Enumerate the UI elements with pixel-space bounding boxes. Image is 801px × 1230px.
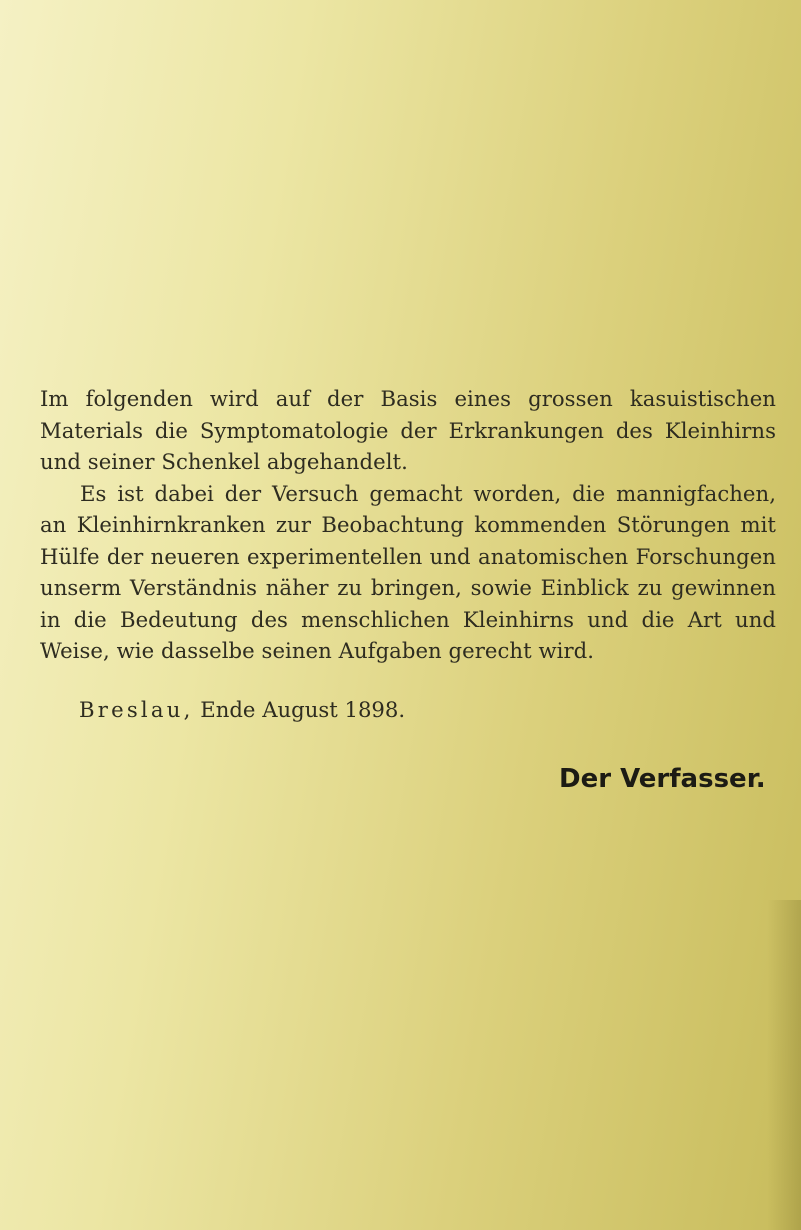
- paragraph-1: Im folgenden wird auf der Basis eines grossen kasuistischen Materials die Symptomatologie der Erkrankungen des Kleinhirns und seiner Schenkel abgehandelt.: [40, 386, 776, 474]
- paragraph-2: Es ist dabei der Versuch gemacht worden, die mannigfachen, an Kleinhirnkranken zur Beobachtung kommenden Störungen mit Hülfe der neueren experimentellen und anatomischen Forschungen unserm Verständnis näher zu bringen, sowie Einblick zu gewinnen in die Bedeutung des menschlichen Kleinhirns und die Art und Weise, wie dasselbe seinen Aufgaben gerecht wird.: [40, 480, 776, 663]
- place: Breslau,: [79, 697, 194, 722]
- page-edge-shadow: [767, 900, 801, 1230]
- preface-text: [40, 383, 776, 667]
- place-date-line: [79, 694, 405, 726]
- date: Ende August 1898.: [200, 697, 406, 722]
- signature: Der Verfasser.: [559, 764, 766, 794]
